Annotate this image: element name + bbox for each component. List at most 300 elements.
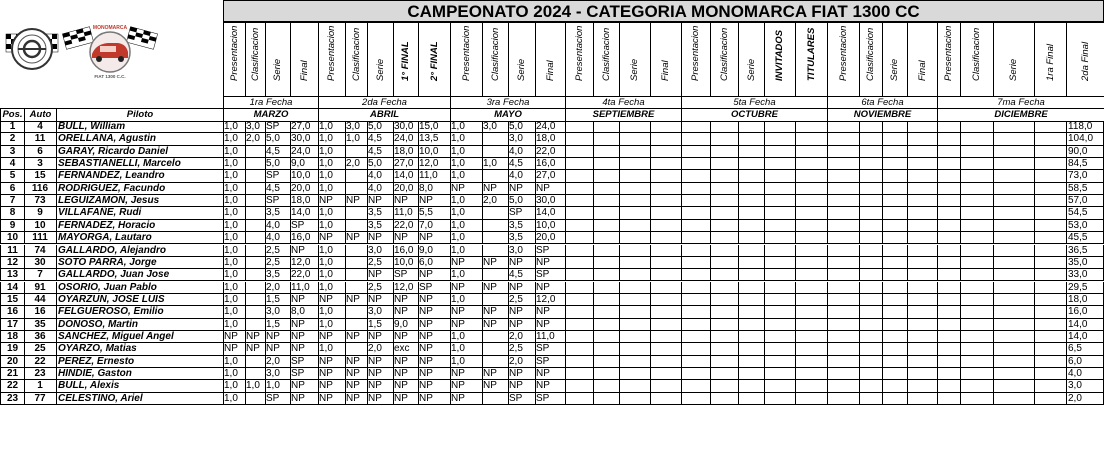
score-cell: 1,0 [318, 170, 346, 182]
score-cell [937, 133, 961, 145]
score-cell [245, 232, 266, 244]
score-cell: NP [508, 368, 536, 380]
score-cell [593, 158, 620, 170]
score-cell: 1,0 [318, 207, 346, 219]
score-cell: SP [535, 245, 566, 257]
table-row [0, 356, 1104, 368]
total-cell: 45,5 [1066, 232, 1104, 244]
driver-name-cell: HINDIE, Gaston [56, 368, 224, 380]
score-cell: NP [418, 195, 451, 207]
score-cell: NP [508, 183, 536, 195]
fecha-label: 5ta Fecha [681, 96, 828, 109]
score-cell [593, 393, 620, 405]
score-cell [993, 331, 1035, 343]
score-cell [1034, 133, 1067, 145]
col-header-6-1 [827, 22, 860, 97]
score-cell [795, 195, 828, 207]
score-cell: NP [508, 306, 536, 318]
score-cell: SP [265, 393, 291, 405]
score-cell: 3,0 [345, 121, 368, 133]
score-cell [827, 220, 860, 232]
score-cell [482, 170, 509, 182]
score-cell [593, 170, 620, 182]
score-cell [937, 269, 961, 281]
score-cell [1034, 146, 1067, 158]
score-cell [993, 232, 1035, 244]
col-header-label: Presentacion [326, 25, 337, 81]
score-cell: NP [418, 269, 451, 281]
score-cell [738, 183, 765, 195]
score-cell [710, 368, 739, 380]
position-cell: 14 [0, 282, 25, 294]
score-cell [795, 133, 828, 145]
score-cell [960, 257, 994, 269]
score-cell: NP [508, 257, 536, 269]
score-cell [345, 269, 368, 281]
score-cell: 30,0 [290, 133, 319, 145]
score-cell [937, 380, 961, 392]
score-cell: 1,0 [318, 220, 346, 232]
car-number-cell: 4 [24, 121, 57, 133]
score-cell [1034, 183, 1067, 195]
score-cell [650, 306, 682, 318]
score-cell [482, 146, 509, 158]
score-cell: 10,0 [290, 170, 319, 182]
score-cell: NP [367, 393, 394, 405]
score-cell: 2,0 [345, 158, 368, 170]
score-cell: 24,0 [393, 133, 419, 145]
car-number-cell: 23 [24, 368, 57, 380]
score-cell [245, 195, 266, 207]
position-cell: 20 [0, 356, 25, 368]
table-row [0, 319, 1104, 331]
score-cell: NP [393, 393, 419, 405]
score-cell [827, 245, 860, 257]
score-cell: 4,0 [367, 170, 394, 182]
score-cell: NP [393, 368, 419, 380]
col-header-label: Serie [516, 58, 527, 81]
score-cell [245, 207, 266, 219]
score-cell [710, 195, 739, 207]
score-cell: 1,0 [223, 207, 246, 219]
score-cell [937, 158, 961, 170]
score-cell [795, 232, 828, 244]
score-cell [245, 368, 266, 380]
score-cell [859, 257, 883, 269]
score-cell [764, 257, 796, 269]
total-cell: 104,0 [1066, 133, 1104, 145]
score-cell: NP [535, 306, 566, 318]
score-cell: NP [418, 356, 451, 368]
score-cell [993, 183, 1035, 195]
score-cell [650, 245, 682, 257]
col-header-label: Clasificacion [249, 27, 261, 81]
position-cell: 5 [0, 170, 25, 182]
score-cell [795, 207, 828, 219]
score-cell: 1,0 [318, 133, 346, 145]
score-cell [907, 232, 938, 244]
score-cell [565, 306, 594, 318]
score-cell [827, 282, 860, 294]
score-cell [960, 368, 994, 380]
score-cell [650, 146, 682, 158]
score-cell [907, 170, 938, 182]
logos-area [0, 22, 223, 96]
score-cell: NP [508, 319, 536, 331]
score-cell: NP [535, 319, 566, 331]
score-cell: NP [418, 393, 451, 405]
fecha-label: 2da Fecha [318, 96, 451, 109]
score-cell: 3,5 [508, 232, 536, 244]
score-cell: 1,0 [318, 121, 346, 133]
score-cell: 18,0 [535, 133, 566, 145]
score-cell: 1,0 [450, 356, 483, 368]
position-cell: 10 [0, 232, 25, 244]
score-cell: 1,0 [223, 269, 246, 281]
score-cell [960, 306, 994, 318]
table-row [0, 207, 1104, 219]
score-cell [907, 343, 938, 355]
col-header-3-2 [482, 22, 509, 97]
score-cell [738, 356, 765, 368]
score-cell: 2,0 [367, 343, 394, 355]
col-header-3-3 [508, 22, 536, 97]
score-cell [882, 232, 908, 244]
score-cell [245, 183, 266, 195]
score-cell [937, 343, 961, 355]
score-cell: 1,0 [318, 343, 346, 355]
score-cell: 1,0 [223, 133, 246, 145]
score-cell [738, 220, 765, 232]
score-cell [795, 257, 828, 269]
score-cell: NP [393, 356, 419, 368]
score-cell [245, 245, 266, 257]
score-cell [650, 220, 682, 232]
table-row [0, 368, 1104, 380]
score-cell: 1,0 [223, 356, 246, 368]
score-cell: 1,0 [223, 195, 246, 207]
score-cell: 5,0 [265, 158, 291, 170]
score-cell: NP [482, 380, 509, 392]
score-cell [482, 220, 509, 232]
score-cell [795, 319, 828, 331]
month-label: SEPTIEMBRE [565, 108, 682, 122]
col-header-label: Clasificacion [865, 27, 876, 81]
col-header-label: TITULARES [805, 27, 817, 81]
col-header-4-2 [593, 22, 620, 97]
score-cell: 5,0 [508, 121, 536, 133]
score-cell [827, 207, 860, 219]
score-cell [937, 331, 961, 343]
car-number-cell: 44 [24, 294, 57, 306]
score-cell: NP [450, 257, 483, 269]
score-cell [960, 319, 994, 331]
col-header-label: Final [544, 60, 556, 81]
score-cell: SP [265, 121, 291, 133]
score-cell [764, 343, 796, 355]
score-cell [937, 232, 961, 244]
score-cell: 1,0 [223, 294, 246, 306]
score-cell [795, 158, 828, 170]
score-cell: NP [450, 183, 483, 195]
score-cell [710, 146, 739, 158]
score-cell [993, 207, 1035, 219]
score-cell [619, 183, 651, 195]
score-cell: 3,5 [367, 220, 394, 232]
score-cell [593, 121, 620, 133]
car-number-cell: 30 [24, 257, 57, 269]
club-emblem-icon [12, 29, 52, 69]
score-cell [960, 158, 994, 170]
table-row [0, 121, 1104, 133]
total-cell: 90,0 [1066, 146, 1104, 158]
score-cell [960, 269, 994, 281]
score-cell [795, 380, 828, 392]
score-cell: 1,0 [223, 158, 246, 170]
score-cell: 4,5 [508, 158, 536, 170]
score-cell: 1,0 [223, 220, 246, 232]
score-cell [710, 331, 739, 343]
score-cell [937, 207, 961, 219]
score-cell [681, 195, 711, 207]
score-cell [993, 380, 1035, 392]
score-cell [859, 146, 883, 158]
score-cell [993, 245, 1035, 257]
score-cell: 2,5 [508, 343, 536, 355]
col-header-4-4 [650, 22, 682, 97]
score-cell [593, 368, 620, 380]
score-cell: NP [290, 380, 319, 392]
score-cell: 16,0 [393, 245, 419, 257]
score-cell [650, 158, 682, 170]
score-cell [1034, 380, 1067, 392]
score-cell [827, 183, 860, 195]
score-cell [650, 368, 682, 380]
driver-name-cell: CELESTINO, Ariel [56, 393, 224, 405]
score-cell: NP [418, 343, 451, 355]
col-header-7-4 [1034, 22, 1067, 97]
score-cell [937, 170, 961, 182]
score-cell [960, 282, 994, 294]
score-cell [764, 269, 796, 281]
score-cell: NP [345, 393, 368, 405]
score-cell [1034, 343, 1067, 355]
score-cell [882, 294, 908, 306]
score-cell [1034, 306, 1067, 318]
score-cell: 1,0 [318, 257, 346, 269]
score-cell: NP [482, 183, 509, 195]
score-cell [859, 245, 883, 257]
car-number-cell: 91 [24, 282, 57, 294]
score-cell: NP [345, 232, 368, 244]
score-cell [650, 269, 682, 281]
driver-name-cell: OSORIO, Juan Pablo [56, 282, 224, 294]
col-header-7-1 [937, 22, 961, 97]
score-cell: NP [450, 393, 483, 405]
score-cell: NP [393, 232, 419, 244]
score-cell [907, 257, 938, 269]
score-cell [681, 232, 711, 244]
score-cell [882, 133, 908, 145]
score-cell [619, 343, 651, 355]
score-cell [593, 146, 620, 158]
score-cell: 1,0 [223, 245, 246, 257]
month-label: DICIEMBRE [937, 108, 1104, 122]
col-header-label: Serie [889, 58, 900, 81]
score-cell [859, 269, 883, 281]
col-header-5-3 [738, 22, 765, 97]
score-cell: NP [245, 331, 266, 343]
score-cell [482, 331, 509, 343]
total-cell: 35,0 [1066, 257, 1104, 269]
score-cell [882, 146, 908, 158]
score-cell [593, 282, 620, 294]
score-cell: 27,0 [535, 170, 566, 182]
score-cell [710, 282, 739, 294]
driver-name-cell: DONOSO, Martin [56, 319, 224, 331]
score-cell [650, 195, 682, 207]
score-cell: 5,0 [508, 195, 536, 207]
driver-name-cell: GALLARDO, Juan Jose [56, 269, 224, 281]
score-cell [245, 282, 266, 294]
score-cell [882, 195, 908, 207]
score-cell: 2,5 [265, 257, 291, 269]
score-cell [619, 380, 651, 392]
total-cell: 2,0 [1066, 393, 1104, 405]
score-cell [937, 183, 961, 195]
total-cell: 29,5 [1066, 282, 1104, 294]
score-cell: NP [535, 380, 566, 392]
score-cell: NP [318, 331, 346, 343]
score-cell [245, 306, 266, 318]
score-cell [882, 220, 908, 232]
col-header-7-5 [1066, 22, 1104, 97]
score-cell [593, 356, 620, 368]
score-cell [681, 170, 711, 182]
score-cell [882, 380, 908, 392]
car-number-cell: 3 [24, 158, 57, 170]
score-cell: 4,0 [265, 220, 291, 232]
score-cell: 2,0 [508, 331, 536, 343]
score-cell [565, 282, 594, 294]
score-cell [482, 133, 509, 145]
col-header-label: Serie [745, 58, 757, 81]
col-header-label: 2da Final [1079, 41, 1091, 81]
score-cell [681, 356, 711, 368]
score-cell [738, 257, 765, 269]
fecha-label: 3ra Fecha [450, 96, 566, 109]
score-cell [565, 232, 594, 244]
month-label: MARZO [223, 108, 319, 122]
position-cell: 13 [0, 269, 25, 281]
score-cell [1034, 220, 1067, 232]
score-cell: 9,0 [418, 245, 451, 257]
score-cell: 1,0 [318, 245, 346, 257]
score-cell [993, 282, 1035, 294]
score-cell [907, 245, 938, 257]
score-cell [619, 306, 651, 318]
position-cell: 6 [0, 183, 25, 195]
score-cell [738, 245, 765, 257]
score-cell: NP [318, 195, 346, 207]
score-cell: NP [290, 343, 319, 355]
score-cell [907, 294, 938, 306]
table-row [0, 380, 1104, 392]
score-cell: 4,5 [508, 269, 536, 281]
score-cell [907, 331, 938, 343]
position-cell: 12 [0, 257, 25, 269]
col-header-label: Presentacion [837, 25, 849, 81]
score-cell [795, 146, 828, 158]
score-cell [710, 121, 739, 133]
total-cell: 14,0 [1066, 319, 1104, 331]
score-cell [827, 393, 860, 405]
score-cell: 1,0 [450, 146, 483, 158]
score-cell [827, 232, 860, 244]
score-cell [565, 294, 594, 306]
score-cell: 2,5 [265, 245, 291, 257]
total-cell: 118,0 [1066, 121, 1104, 133]
score-cell: 1,0 [223, 183, 246, 195]
score-cell: NP [318, 294, 346, 306]
score-cell [565, 368, 594, 380]
score-cell: 14,0 [290, 207, 319, 219]
table-row [0, 133, 1104, 145]
score-cell [738, 282, 765, 294]
score-cell [345, 319, 368, 331]
score-cell: 12,0 [535, 294, 566, 306]
score-cell: SP [418, 282, 451, 294]
score-cell: 1,0 [265, 380, 291, 392]
score-cell [565, 220, 594, 232]
score-cell [593, 306, 620, 318]
score-cell [593, 294, 620, 306]
score-cell [619, 121, 651, 133]
score-cell [245, 220, 266, 232]
score-cell [565, 121, 594, 133]
score-cell [565, 269, 594, 281]
score-cell: 1,0 [318, 158, 346, 170]
score-cell: 18,0 [290, 195, 319, 207]
position-cell: 23 [0, 393, 25, 405]
score-cell [593, 380, 620, 392]
auto-header: Auto [24, 108, 57, 122]
driver-name-cell: GALLARDO, Alejandro [56, 245, 224, 257]
score-cell [993, 257, 1035, 269]
score-cell: NP [418, 380, 451, 392]
score-cell [710, 269, 739, 281]
score-cell [993, 269, 1035, 281]
score-cell [565, 133, 594, 145]
score-cell [1034, 393, 1067, 405]
score-cell: SP [535, 343, 566, 355]
score-cell [907, 380, 938, 392]
score-cell [937, 245, 961, 257]
score-cell [619, 269, 651, 281]
score-cell [937, 294, 961, 306]
col-header-label: Final [660, 60, 671, 81]
score-cell: 3,0 [265, 306, 291, 318]
score-cell: 16,0 [290, 232, 319, 244]
col-header-5-2 [710, 22, 739, 97]
score-cell [960, 220, 994, 232]
score-cell: NP [223, 343, 246, 355]
score-cell: SP [290, 368, 319, 380]
score-cell [764, 133, 796, 145]
score-cell [859, 393, 883, 405]
total-cell: 33,0 [1066, 269, 1104, 281]
col-header-label: Serie [272, 58, 283, 81]
